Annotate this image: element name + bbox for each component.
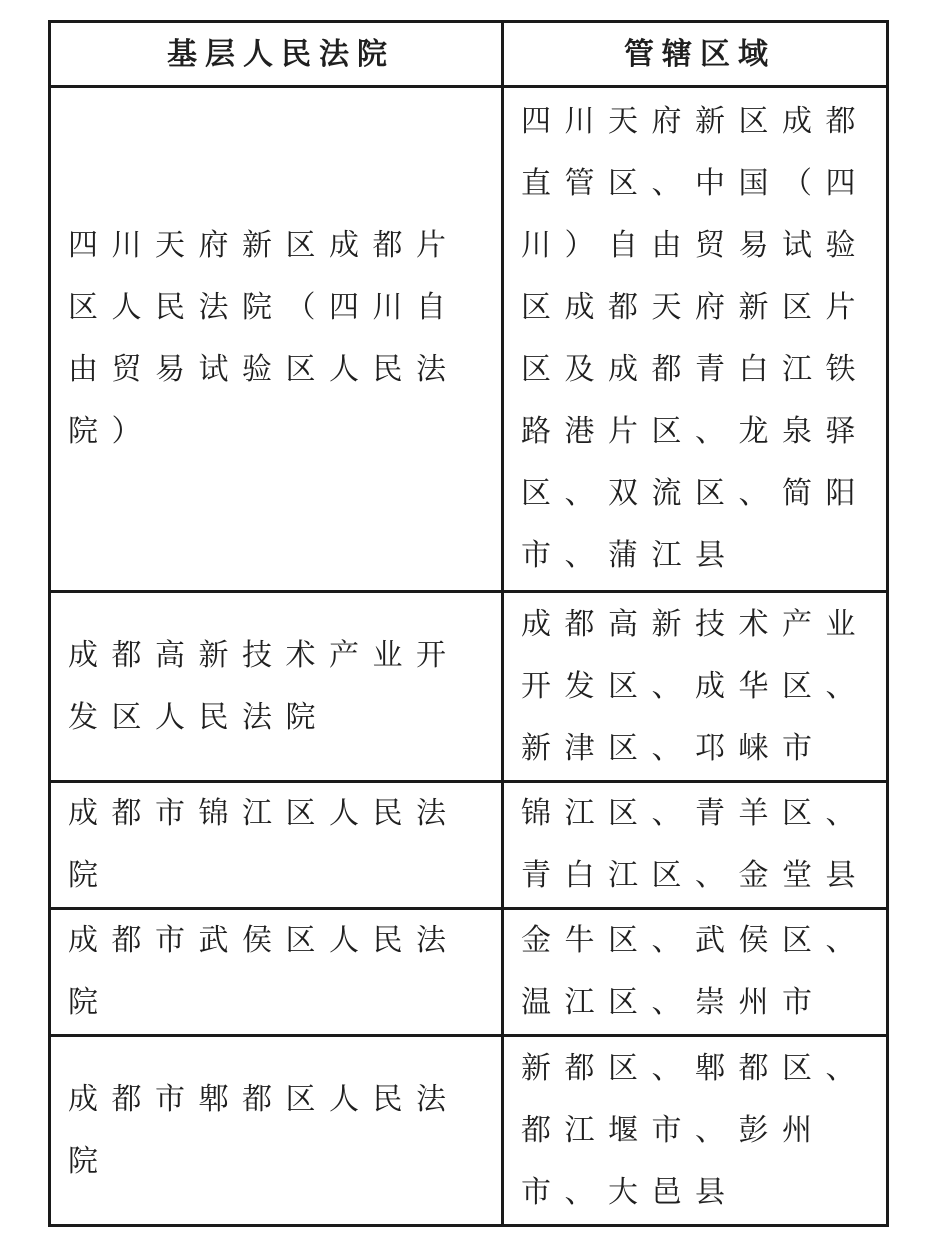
table-row [50,592,888,782]
header-court: 基层人民法院 [50,22,503,87]
court-name-cell: 成都市武侯区人民法院 [50,909,503,1036]
table-body [50,87,888,1226]
jurisdiction-cell: 成都高新技术产业开发区、成华区、新津区、邛崃市 [503,592,888,782]
table-row [50,87,888,592]
table-row [50,909,888,1036]
header-row [50,22,888,87]
court-name-cell: 成都市郫都区人民法院 [50,1036,503,1226]
jurisdiction-cell: 锦江区、青羊区、青白江区、金堂县 [503,782,888,909]
court-name-cell: 成都市锦江区人民法院 [50,782,503,909]
court-jurisdiction-table [48,20,889,1227]
court-name-cell: 成都高新技术产业开发区人民法院 [50,592,503,782]
table-row [50,782,888,909]
jurisdiction-cell: 四川天府新区成都直管区、中国（四川）自由贸易试验区成都天府新区片区及成都青白江铁路港片区、龙泉驿区、双流区、简阳市、蒲江县 [503,87,888,592]
table-header [50,22,888,87]
header-jurisdiction: 管辖区域 [503,22,888,87]
jurisdiction-cell: 新都区、郫都区、都江堰市、彭州市、大邑县 [503,1036,888,1226]
jurisdiction-cell: 金牛区、武侯区、温江区、崇州市 [503,909,888,1036]
court-name-cell: 四川天府新区成都片区人民法院（四川自由贸易试验区人民法院） [50,87,503,592]
table-row [50,1036,888,1226]
